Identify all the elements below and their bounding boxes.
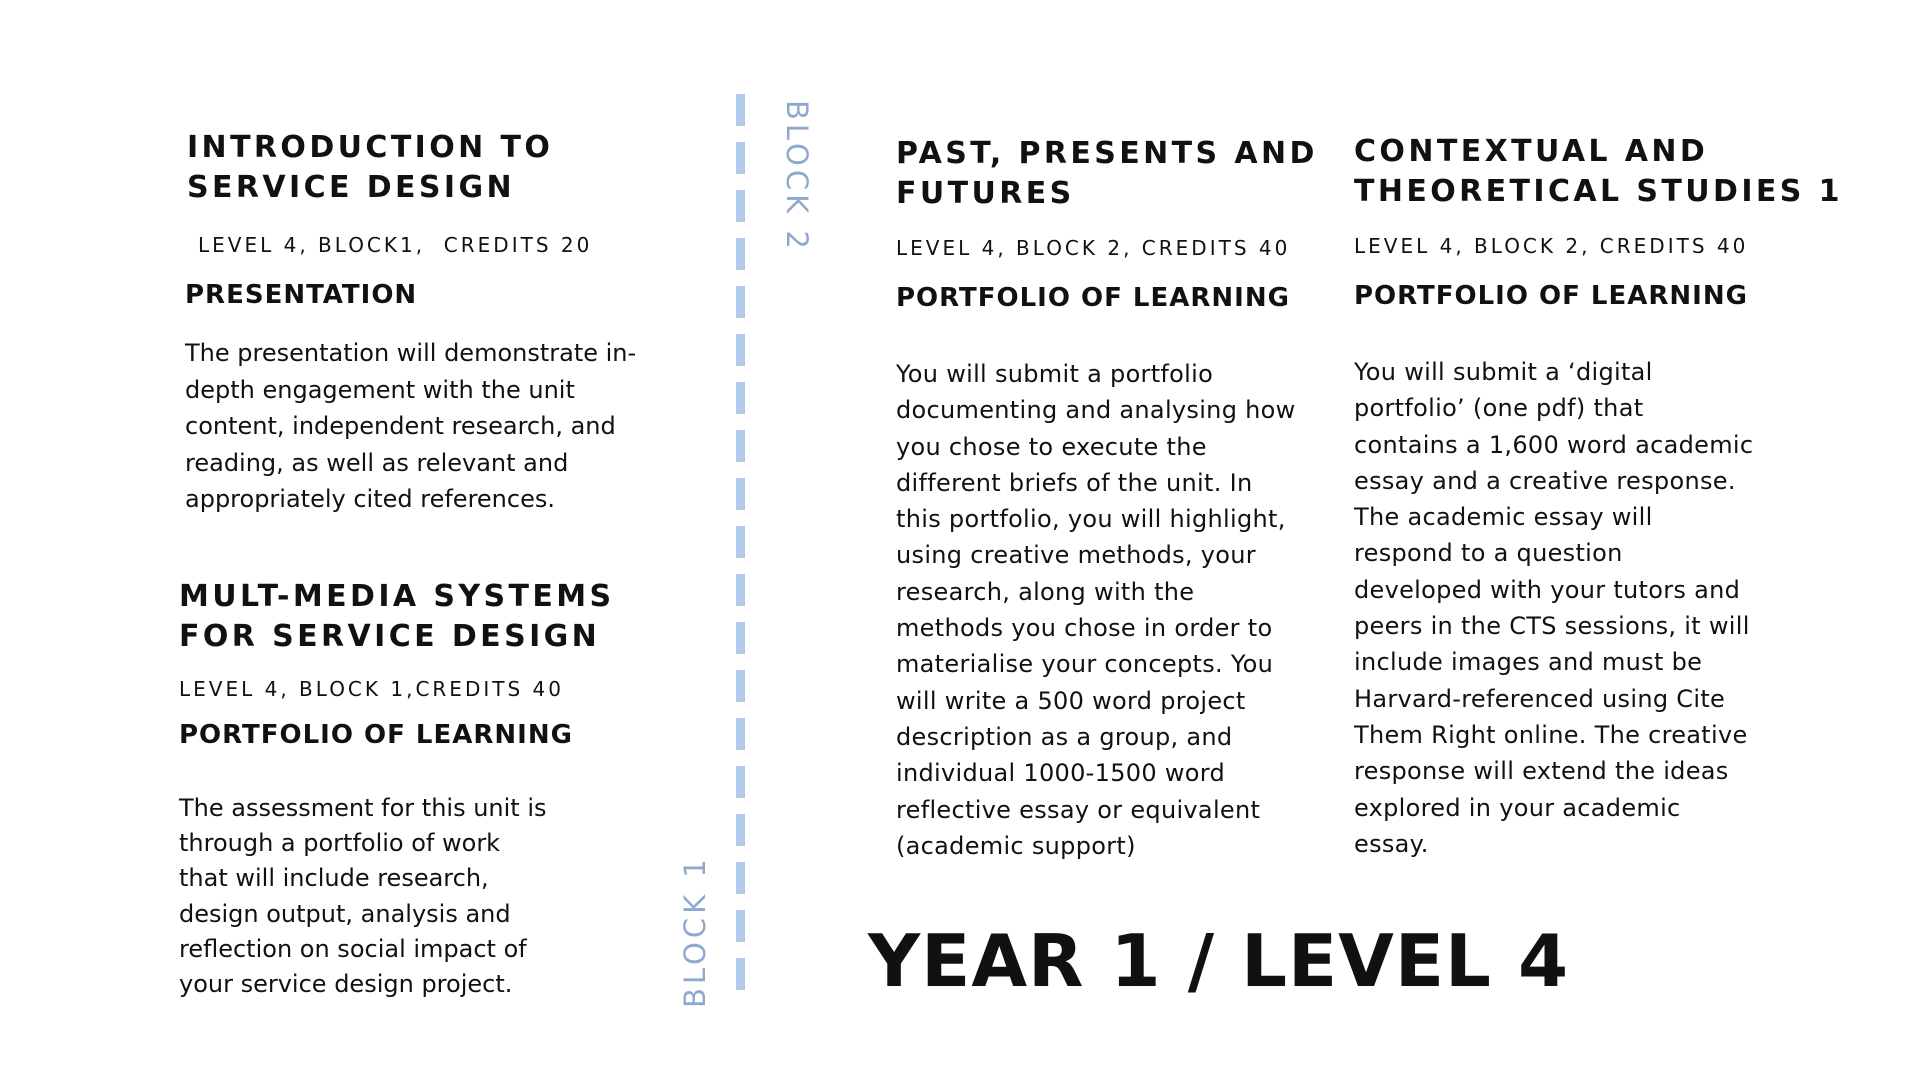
assessment-type: PORTFOLIO OF LEARNING	[896, 283, 1290, 313]
assessment-type: PRESENTATION	[185, 280, 418, 310]
unit-meta: LEVEL 4, BLOCK 2, CREDITS 40	[1354, 234, 1749, 258]
year-level-heading: YEAR 1 / LEVEL 4	[868, 919, 1570, 1003]
unit-meta: LEVEL 4, BLOCK 2, CREDITS 40	[896, 236, 1291, 260]
block-2-label: BLOCK 2	[780, 100, 814, 253]
unit-title: INTRODUCTION TO SERVICE DESIGN	[187, 130, 554, 205]
unit-title: PAST, PRESENTS AND FUTURES	[896, 136, 1318, 211]
unit-title: CONTEXTUAL AND THEORETICAL STUDIES 1	[1354, 134, 1843, 209]
unit-description: The assessment for this unit is through a portfolio of work that will include research, design output, analysis and reflection on social impact of your service design project.	[179, 794, 547, 999]
assessment-type: PORTFOLIO OF LEARNING	[179, 720, 573, 750]
unit-description: You will submit a ‘digital portfolio’ (one pdf) that contains a 1,600 word academic essay and a creative response. The academic essay will respond to a question developed with your tutors and peers in the CTS sessions, it will include images and must be Harvard-referenced using Cite Them Right online. The creative response will extend the ideas explored in your academic essay.	[1354, 358, 1754, 858]
unit-description: The presentation will demonstrate in- depth engagement with the unit content, independent research, and reading, as well as relevant and appropriately cited references.	[185, 339, 637, 513]
assessment-type: PORTFOLIO OF LEARNING	[1354, 281, 1748, 311]
unit-meta: LEVEL 4, BLOCK1, CREDITS 20	[198, 233, 593, 257]
unit-description: You will submit a portfolio documenting and analysing how you chose to execute the different briefs of the unit. In this portfolio, you will highlight, using creative methods, your research, along with the methods you chose in order to materialise your concepts. You will write a 500 word project description as a group, and individual 1000-1500 word reflective essay or equivalent (academic support)	[896, 360, 1296, 860]
block-1-label: BLOCK 1	[678, 855, 712, 1008]
unit-title: MULT-MEDIA SYSTEMS FOR SERVICE DESIGN	[179, 579, 615, 654]
block-divider	[736, 94, 745, 1006]
unit-meta: LEVEL 4, BLOCK 1,CREDITS 40	[179, 677, 564, 701]
